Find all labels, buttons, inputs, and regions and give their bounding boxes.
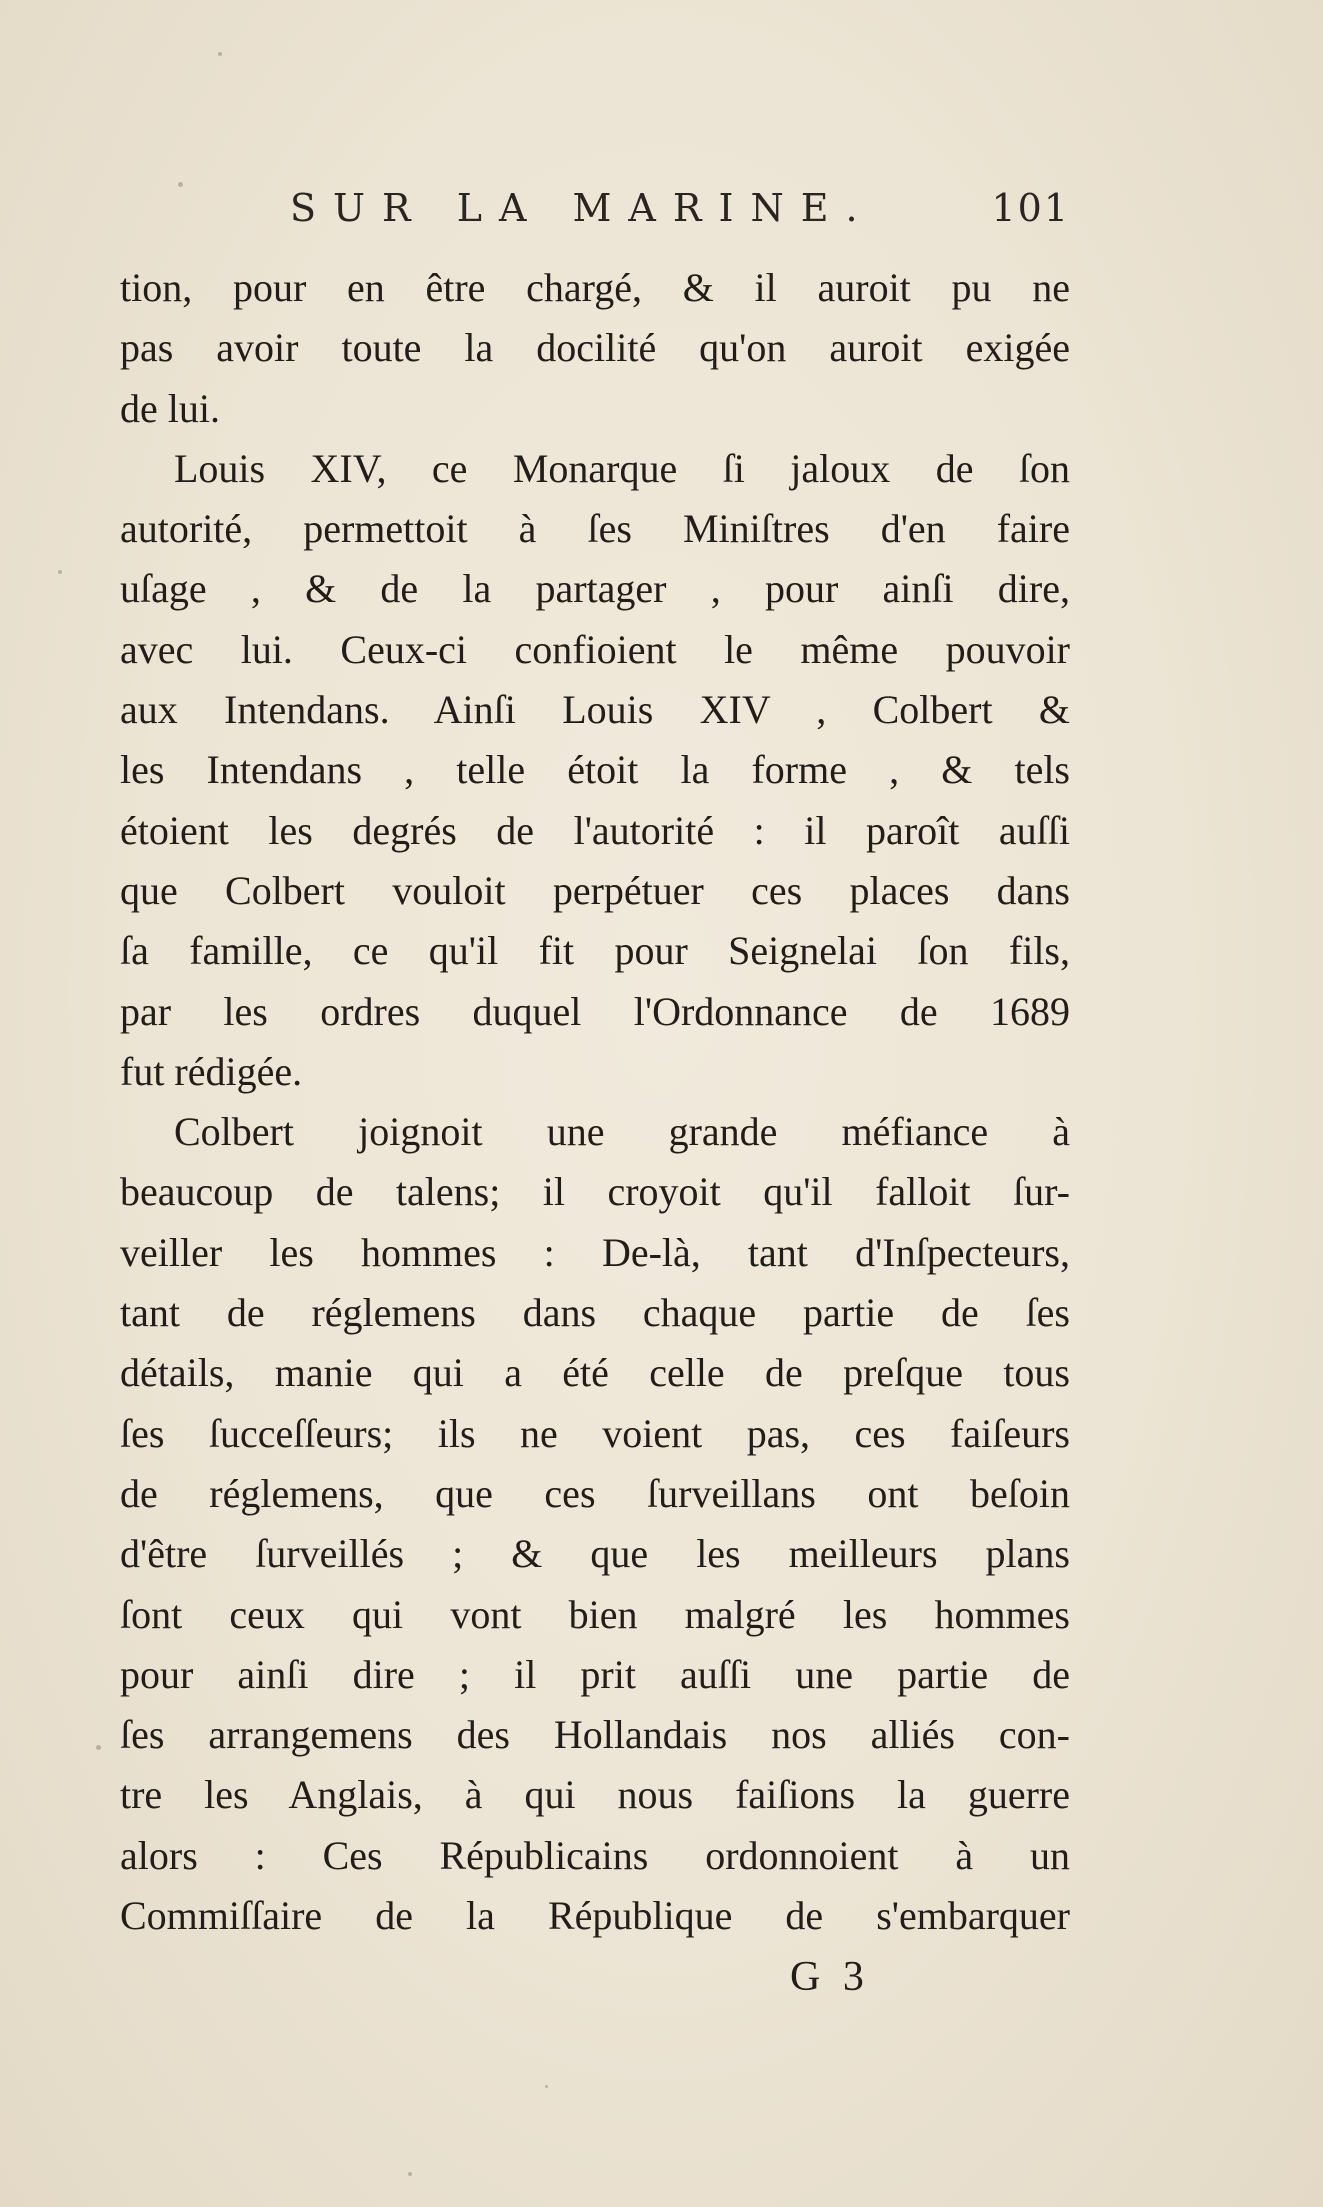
text-line: veiller les hommes : De-là, tant d'Inſpecteurs, xyxy=(120,1229,1070,1275)
text-line: pour ainſi dire ; il prit auſſi une partie de xyxy=(120,1651,1070,1697)
text-line: d'être ſurveillés ; & que les meilleurs plans xyxy=(120,1531,1070,1577)
paper-speck xyxy=(218,52,222,56)
paper-speck xyxy=(545,2085,548,2088)
page-number: 101 xyxy=(991,186,1070,230)
text-line: que Colbert vouloit perpétuer ces places dans xyxy=(120,867,1070,913)
text-line: alors : Ces Républicains ordonnoient à un xyxy=(120,1832,1070,1878)
text-line: aux Intendans. Ainſi Louis XIV , Colbert & xyxy=(120,687,1070,733)
signature-mark: G 3 xyxy=(790,1954,870,2000)
paper-speck xyxy=(408,2172,412,2176)
paper-speck xyxy=(178,182,183,187)
body-text xyxy=(120,258,1070,1946)
text-line: tre les Anglais, à qui nous faiſions la guerre xyxy=(120,1772,1070,1818)
text-line: beaucoup de talens; il croyoit qu'il falloit ſur- xyxy=(120,1169,1070,1215)
text-line: Commiſſaire de la République de s'embarquer xyxy=(120,1893,1070,1939)
text-line: de lui. xyxy=(120,385,220,431)
paper-speck xyxy=(96,1745,101,1750)
page-header xyxy=(290,186,1070,246)
text-line: détails, manie qui a été celle de preſque tous xyxy=(120,1350,1070,1396)
text-line: ſes arrangemens des Hollandais nos alliés con- xyxy=(120,1712,1070,1758)
text-line: ſes ſucceſſeurs; ils ne voient pas, ces faiſeurs xyxy=(120,1410,1070,1456)
text-line: tion, pour en être chargé, & il auroit pu ne xyxy=(120,265,1070,310)
text-line: de réglemens, que ces ſurveillans ont beſoin xyxy=(120,1470,1070,1516)
text-line: tant de réglemens dans chaque partie de ſes xyxy=(120,1290,1070,1336)
text-line: ſont ceux qui vont bien malgré les hommes xyxy=(120,1591,1070,1637)
text-line: fut rédigée. xyxy=(120,1048,303,1094)
text-line: Louis XIV, ce Monarque ſi jaloux de ſon xyxy=(174,445,1070,491)
text-line: par les ordres duquel l'Ordonnance de 1689 xyxy=(120,988,1070,1034)
paper-speck xyxy=(58,570,62,574)
text-line: Colbert joignoit une grande méfiance à xyxy=(174,1109,1070,1155)
text-line: uſage , & de la partager , pour ainſi dire, xyxy=(120,566,1070,612)
text-line: autorité, permettoit à ſes Miniſtres d'en faire xyxy=(120,506,1070,552)
running-head: SUR LA MARINE. xyxy=(290,186,875,230)
text-line: les Intendans , telle étoit la forme , & tels xyxy=(120,747,1070,793)
text-line: avec lui. Ceux-ci confioient le même pouvoir xyxy=(120,626,1070,672)
text-line: ſa famille, ce qu'il fit pour Seignelai ſon fils, xyxy=(120,928,1070,974)
text-line: pas avoir toute la docilité qu'on auroit exigée xyxy=(120,325,1070,371)
text-line: étoient les degrés de l'autorité : il paroît auſſi xyxy=(120,807,1070,853)
